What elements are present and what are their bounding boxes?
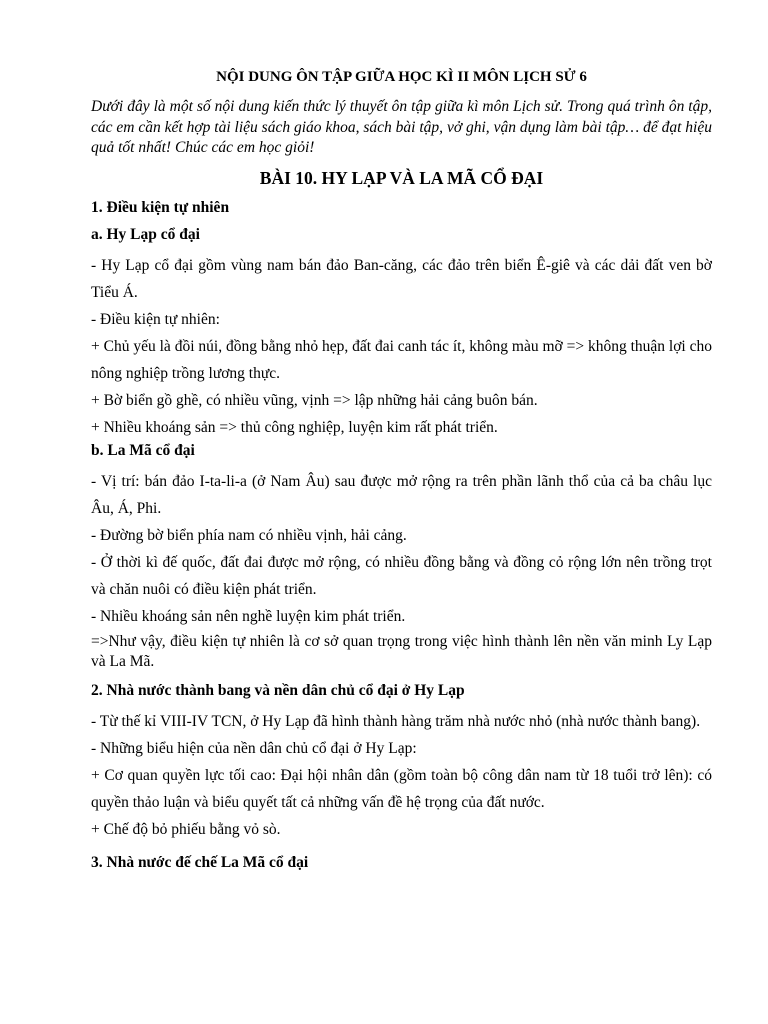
paragraph: + Nhiều khoáng sản => thủ công nghiệp, luyện kim rất phát triển. — [91, 418, 498, 436]
paragraph: - Điều kiện tự nhiên: — [91, 310, 220, 328]
paragraph: + Cơ quan quyền lực tối cao: Đại hội nhân dân (gồm toàn bộ công dân nam từ 18 tuổi trở lên): có quyền thảo luận và biểu quyết tất cả những vấn đề hệ trọng của đất nước. — [91, 766, 712, 811]
document-content — [91, 66, 712, 880]
paragraph-conclusion: =>Như vậy, điều kiện tự nhiên là cơ sở quan trọng trong việc hình thành lên nền văn minh Ly Lạp và La Mã. — [91, 632, 712, 670]
paragraph: + Chủ yếu là đồi núi, đồng bằng nhỏ hẹp, đất đai canh tác ít, không màu mỡ => không thuận lợi cho nông nghiệp trồng lương thực. — [91, 337, 712, 382]
paragraph: + Bờ biển gồ ghề, có nhiều vũng, vịnh => lập những hải cảng buôn bán. — [91, 391, 538, 409]
paragraph: - Hy Lạp cổ đại gồm vùng nam bán đảo Ban-căng, các đảo trên biển Ê-giê và các dải đất ven bờ Tiểu Á. — [91, 256, 712, 301]
section-heading-3: 3. Nhà nước đế chế La Mã cổ đại — [91, 853, 309, 871]
subsection-heading-1a: a. Hy Lạp cổ đại — [91, 225, 200, 243]
paragraph: - Đường bờ biển phía nam có nhiều vịnh, hải cảng. — [91, 526, 407, 544]
paragraph: - Những biểu hiện của nền dân chủ cổ đại ở Hy Lạp: — [91, 739, 417, 757]
section-heading-2: 2. Nhà nước thành bang và nền dân chủ cổ đại ở Hy Lạp — [91, 681, 465, 699]
subsection-heading-1b: b. La Mã cổ đại — [91, 441, 195, 459]
intro-paragraph: Dưới đây là một số nội dung kiến thức lý thuyết ôn tập giữa kì môn Lịch sử. Trong quá trình ôn tập, các em cần kết hợp tài liệu sách giáo khoa, sách bài tập, vở ghi, vận dụng làm bài tập… để đạt hiệu quả tốt nhất! Chúc các em học giỏi! — [91, 98, 712, 156]
lesson-title: BÀI 10. HY LẠP VÀ LA MÃ CỔ ĐẠI — [259, 167, 544, 188]
paragraph: - Ở thời kì đế quốc, đất đai được mở rộng, có nhiều đồng bằng và đồng cỏ rộng lớn nên trồng trọt và chăn nuôi có điều kiện phát triển. — [91, 553, 712, 598]
paragraph: - Từ thế kỉ VIII-IV TCN, ở Hy Lạp đã hình thành hàng trăm nhà nước nhỏ (nhà nước thành bang). — [91, 712, 701, 730]
paragraph: + Chế độ bỏ phiếu bằng vỏ sò. — [91, 820, 281, 838]
paragraph: - Nhiều khoáng sản nên nghề luyện kim phát triển. — [91, 607, 406, 625]
document-title: NỘI DUNG ÔN TẬP GIỮA HỌC KÌ II MÔN LỊCH SỬ 6 — [216, 69, 587, 85]
section-heading-1: 1. Điều kiện tự nhiên — [91, 198, 230, 216]
paragraph: - Vị trí: bán đảo I-ta-li-a (ở Nam Âu) sau được mở rộng ra trên phần lãnh thổ của cả ba châu lục Âu, Á, Phi. — [91, 472, 712, 517]
